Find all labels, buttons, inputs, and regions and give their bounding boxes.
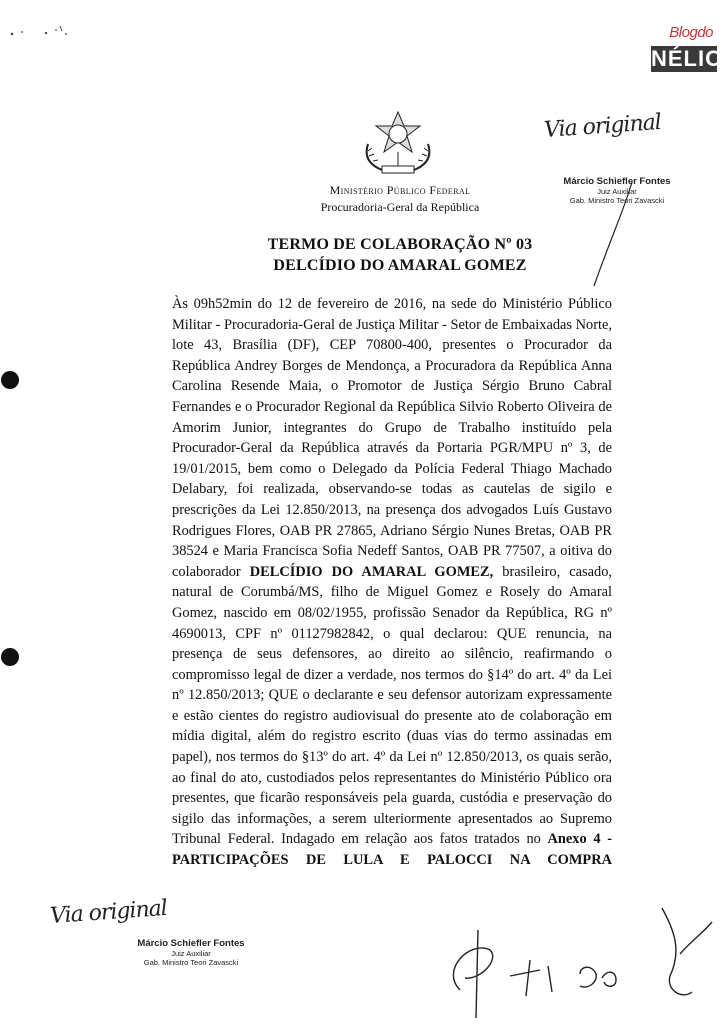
judge-stamp-top xyxy=(552,176,682,205)
body-paragraph-2: brasileiro, casado, natural de Corumbá/MS, filho de Miguel Gomez e Rosely do Amaral Gomez, nascido em 08/02/1955, profissão Senador da República, RG nº 4690013, CPF nº 01127982842, o qual declarou: QUE renuncia, na presença de seus defensores, ao direito ao silêncio, reafirmando o compromisso legal de dizer a verdade, nos termos do §14º do art. 4º da Lei nº 12.850/2013; QUE o declarante e seu defensor autorizam expressamente e estão cientes do registro audiovisual do presente ato de colaboração em mídia digital, além do registro escrito (duas vias do termo assinadas em papel), nos termos do §13º do art. 4º da Lei nº 12.850/2013, os quais serão, ao final do ato, custodiados pelos representantes do Ministério Público ora presentes, que ficarão responsáveis pela guarda, custódia e preservação do sigilo das informações, a serem ulteriormente apresentados ao Supremo Tribunal Federal. Indagado em relação aos fatos tratados no xyxy=(172,563,612,848)
document-body xyxy=(172,294,612,871)
collaborator-name: DELCÍDIO DO AMARAL GOMEZ, xyxy=(249,563,494,580)
punch-hole xyxy=(1,648,19,666)
stamp-name: Márcio Schiefler Fontes xyxy=(137,938,245,949)
title-line-2: DELCÍDIO DO AMARAL GOMEZ xyxy=(273,257,527,274)
signatures-bottom xyxy=(430,900,720,1020)
stamp-role: Juiz Auxiliar xyxy=(171,949,211,958)
annex-reference: Anexo 4 - PARTICIPAÇÕES DE LULA E PALOCCI NA COMPRA xyxy=(172,831,612,869)
blog-logo xyxy=(645,6,724,78)
institution-header xyxy=(290,182,510,216)
body-paragraph-1: Às 09h52min do 12 de fevereiro de 2016, na sede do Ministério Público Militar - Procuradoria-Geral de Justiça Militar - Setor de Embaixadas Norte, lote 43, Brasília (DF), CEP 70800-400, presentes o Procurador da República Andrey Borges de Mendonça, a Procuradora da República Anna Carolina Resende Maia, o Promotor de Justiça Sérgio Bruno Cabral Fernandes e o Procurador Regional da República Silvio Roberto Oliveira de Amorim Junior, integrantes do Grupo de Trabalho instituído pela Procurador-Geral da República através da Portaria PGR/MPU nº 3, de 19/01/2015, bem como o Delegado da Polícia Federal Thiago Machado Delabary, foi realizada, observando-se todas as cautelas de sigilo e prescrições da Lei 12.850/2013, na presença dos advogados Luís Gustavo Rodrigues Flores, OAB PR 27865, Adriano Sérgio Nunes Bretas, OAB PR 38524 e Maria Francisca Sofia Nedeff Santos, OAB PR 77507, a oitiva do colaborador xyxy=(172,296,612,580)
stamp-office: Gab. Ministro Teori Zavascki xyxy=(143,958,239,967)
logo-name: NÉLIO xyxy=(651,46,724,71)
logo-blog-text xyxy=(669,24,713,41)
document-title xyxy=(200,234,600,276)
punch-hole xyxy=(1,371,19,389)
office-name: Procuradoria-Geral da República xyxy=(320,200,480,214)
stamp-office: Gab. Ministro Teori Zavascki xyxy=(569,196,665,205)
handwritten-note-bottom: Via original xyxy=(49,895,168,930)
logo-blog-suffix: do xyxy=(697,24,713,41)
ministry-name: Ministério Público Federal xyxy=(329,183,471,197)
judge-stamp-bottom xyxy=(126,938,256,967)
title-line-1: TERMO DE COLABORAÇÃO Nº 03 xyxy=(267,236,533,253)
stamp-role: Juiz Auxiliar xyxy=(597,187,637,196)
handwritten-note-top: Via original xyxy=(543,109,662,144)
stamp-name: Márcio Schiefler Fontes xyxy=(563,176,671,187)
logo-blog-prefix: Blog xyxy=(669,24,698,41)
scan-specks xyxy=(8,22,88,42)
coat-of-arms-icon xyxy=(358,110,438,176)
